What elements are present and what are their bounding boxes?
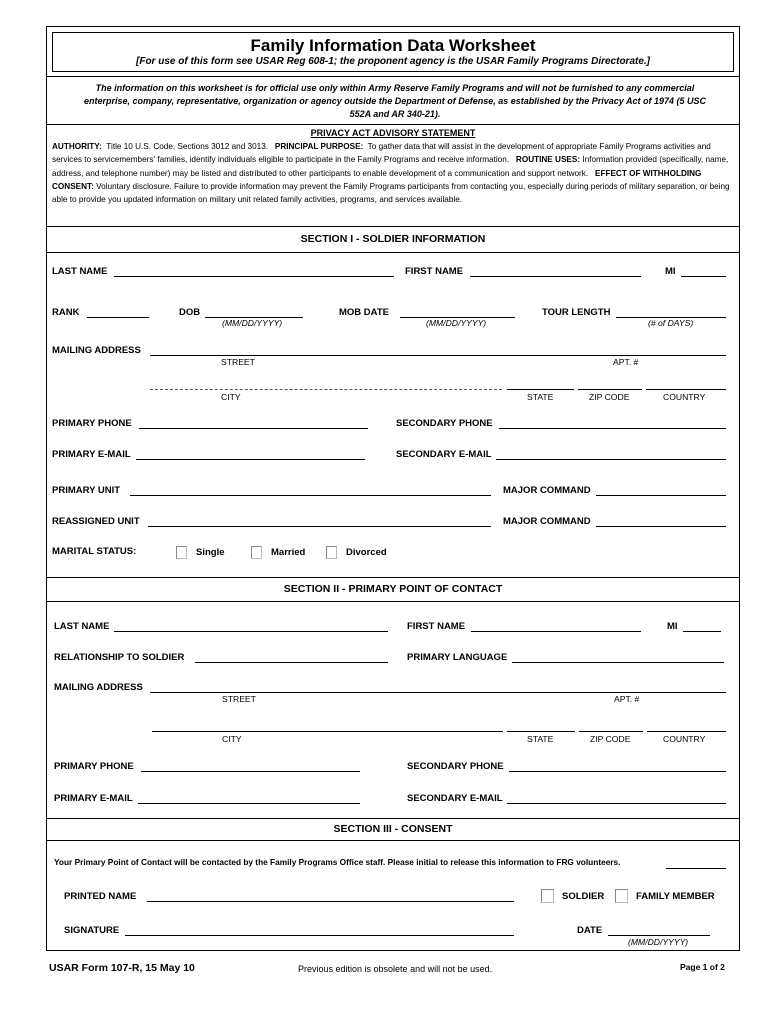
- s2-first-name-label: FIRST NAME: [407, 621, 466, 632]
- consent-initials-field[interactable]: [666, 868, 726, 869]
- purpose-text: To gather data that will assist in the development of appropriate Family Programs activities and services to servicemembers' families, identify individuals eligible to participate in the Family Programs and receive information.: [52, 142, 711, 165]
- s2-city-field[interactable]: [152, 731, 503, 732]
- divider: [46, 818, 740, 819]
- s1-primary-unit-field[interactable]: [130, 495, 491, 496]
- s1-marital-status-label: MARITAL STATUS:: [52, 546, 137, 557]
- s1-mi-field[interactable]: [681, 276, 726, 277]
- section-1-heading: SECTION I - SOLDIER INFORMATION: [300, 233, 486, 245]
- married-label: Married: [271, 547, 306, 558]
- s2-relationship-label: RELATIONSHIP TO SOLDIER: [54, 652, 185, 663]
- s1-secondary-email-label: SECONDARY E-MAIL: [396, 449, 492, 460]
- s1-secondary-email-field[interactable]: [496, 459, 726, 460]
- form-title: Family Information Data Worksheet: [250, 36, 536, 55]
- married-checkbox[interactable]: [251, 546, 262, 559]
- s1-tour-length-label: TOUR LENGTH: [542, 307, 611, 318]
- s1-primary-email-label: PRIMARY E-MAIL: [52, 449, 131, 460]
- s1-reassigned-unit-field[interactable]: [148, 526, 491, 527]
- s1-city-field[interactable]: [150, 389, 502, 390]
- divider: [46, 577, 740, 578]
- divider: [46, 840, 740, 841]
- s1-secondary-phone-field[interactable]: [499, 428, 726, 429]
- s1-country-field[interactable]: [646, 389, 726, 390]
- s1-zip-field[interactable]: [578, 389, 642, 390]
- s1-primary-phone-label: PRIMARY PHONE: [52, 418, 132, 429]
- s2-country-caption: COUNTRY: [663, 734, 706, 744]
- single-checkbox[interactable]: [176, 546, 187, 559]
- s2-mailing-address-label: MAILING ADDRESS: [54, 682, 143, 693]
- soldier-label: SOLDIER: [562, 891, 605, 902]
- uses-text: Information provided (specifically, name, address, and telephone number) may be listed and distributed to other participants to enable development of a communication and support network.: [52, 155, 729, 178]
- divider: [46, 124, 740, 125]
- s1-primary-email-field[interactable]: [136, 459, 365, 460]
- divider: [46, 601, 740, 602]
- s1-major-command-2-label: MAJOR COMMAND: [503, 516, 591, 527]
- s1-first-name-field[interactable]: [470, 276, 641, 277]
- divider: [46, 226, 740, 227]
- printed-name-label: PRINTED NAME: [64, 891, 137, 902]
- s1-street-caption: STREET: [221, 357, 255, 367]
- privacy-statement: [52, 140, 734, 206]
- s1-street-field[interactable]: [150, 355, 726, 356]
- s2-mi-field[interactable]: [683, 631, 721, 632]
- s1-zip-caption: ZIP CODE: [589, 392, 630, 402]
- s1-mailing-address-label: MAILING ADDRESS: [52, 345, 141, 356]
- s2-primary-email-label: PRIMARY E-MAIL: [54, 793, 133, 804]
- s2-state-caption: STATE: [527, 734, 554, 744]
- s2-secondary-email-field[interactable]: [507, 803, 726, 804]
- authority-label: AUTHORITY:: [52, 142, 102, 151]
- s2-zip-field[interactable]: [579, 731, 643, 732]
- s2-language-label: PRIMARY LANGUAGE: [407, 652, 508, 663]
- date-field[interactable]: [608, 935, 710, 936]
- privacy-heading: PRIVACY ACT ADVISORY STATEMENT: [310, 128, 476, 138]
- single-label: Single: [196, 547, 225, 558]
- date-label: DATE: [577, 925, 603, 936]
- s1-last-name-label: LAST NAME: [52, 266, 108, 277]
- edition-note: Previous edition is obsolete and will not be used.: [298, 964, 493, 974]
- s2-zip-caption: ZIP CODE: [590, 734, 631, 744]
- section-3-heading: SECTION III - CONSENT: [333, 823, 453, 835]
- s1-tour-hint: (# of DAYS): [648, 318, 694, 328]
- consent-text: Your Primary Point of Contact will be contacted by the Family Programs Office staff. Please initial to release this information to FRG volunteers.: [54, 857, 621, 867]
- s1-last-name-field[interactable]: [114, 276, 394, 277]
- s2-street-caption: STREET: [222, 694, 256, 704]
- divorced-checkbox[interactable]: [326, 546, 337, 559]
- s2-state-field[interactable]: [507, 731, 575, 732]
- s1-primary-unit-label: PRIMARY UNIT: [52, 485, 121, 496]
- s1-primary-phone-field[interactable]: [139, 428, 368, 429]
- section-2-heading: SECTION II - PRIMARY POINT OF CONTACT: [283, 583, 503, 595]
- s1-major-command-2-field[interactable]: [596, 526, 726, 527]
- s1-rank-field[interactable]: [87, 317, 149, 318]
- s2-country-field[interactable]: [647, 731, 726, 732]
- signature-label: SIGNATURE: [64, 925, 120, 936]
- signature-field[interactable]: [125, 935, 514, 936]
- s2-apt-caption: APT. #: [614, 694, 640, 704]
- soldier-checkbox[interactable]: [541, 889, 554, 903]
- s1-state-field[interactable]: [507, 389, 574, 390]
- s2-primary-phone-field[interactable]: [141, 771, 360, 772]
- s1-rank-label: RANK: [52, 307, 80, 318]
- s2-language-field[interactable]: [512, 662, 724, 663]
- s1-mob-date-label: MOB DATE: [339, 307, 389, 318]
- s2-secondary-phone-field[interactable]: [509, 771, 726, 772]
- family-member-label: FAMILY MEMBER: [636, 891, 715, 902]
- printed-name-field[interactable]: [147, 901, 514, 902]
- effect-text: Voluntary disclosure. Failure to provide information may prevent the Family Programs participants from contacting you, especially during periods of military separation, or being able to provide you updated information on military unit related family activities, programs, and services available.: [52, 181, 730, 205]
- s1-city-caption: CITY: [221, 392, 241, 402]
- s1-dob-hint: (MM/DD/YYYY): [222, 318, 283, 328]
- s2-primary-phone-label: PRIMARY PHONE: [54, 761, 134, 772]
- s2-last-name-field[interactable]: [114, 631, 388, 632]
- s2-street-field[interactable]: [150, 692, 726, 693]
- page-number: Page 1 of 2: [680, 962, 725, 972]
- s2-relationship-field[interactable]: [195, 662, 388, 663]
- uses-label: ROUTINE USES:: [515, 155, 581, 165]
- form-id: USAR Form 107-R, 15 May 10: [49, 962, 195, 974]
- authority-text: Title 10 U.S. Code, Sections 3012 and 3013.: [106, 142, 269, 151]
- divorced-label: Divorced: [346, 547, 387, 558]
- s1-state-caption: STATE: [527, 392, 554, 402]
- effect-label: EFFECT OF WITHHOLDING CONSENT:: [52, 168, 702, 191]
- date-hint: (MM/DD/YYYY): [628, 937, 689, 947]
- form-subtitle: [For use of this form see USAR Reg 608-1; the proponent agency is the USAR Family Programs Directorate.]: [136, 56, 650, 67]
- s2-secondary-phone-label: SECONDARY PHONE: [407, 761, 504, 772]
- purpose-label: PRINCIPAL PURPOSE:: [274, 142, 364, 151]
- s1-major-command-label: MAJOR COMMAND: [503, 485, 591, 496]
- divider: [46, 76, 740, 77]
- s2-mi-label: MI: [667, 621, 678, 632]
- s2-last-name-label: LAST NAME: [54, 621, 110, 632]
- s1-mi-label: MI: [665, 266, 676, 277]
- s1-dob-label: DOB: [179, 307, 201, 318]
- s2-city-caption: CITY: [222, 734, 242, 744]
- s1-first-name-label: FIRST NAME: [405, 266, 464, 277]
- s1-secondary-phone-label: SECONDARY PHONE: [396, 418, 493, 429]
- s1-apt-caption: APT. #: [613, 357, 639, 367]
- s1-reassigned-unit-label: REASSIGNED UNIT: [52, 516, 140, 527]
- s1-country-caption: COUNTRY: [663, 392, 706, 402]
- s2-primary-email-field[interactable]: [138, 803, 360, 804]
- s2-secondary-email-label: SECONDARY E-MAIL: [407, 793, 503, 804]
- s1-major-command-field[interactable]: [596, 495, 726, 496]
- family-member-checkbox[interactable]: [615, 889, 628, 903]
- s1-mob-hint: (MM/DD/YYYY): [426, 318, 487, 328]
- divider: [46, 252, 740, 253]
- s2-first-name-field[interactable]: [471, 631, 641, 632]
- official-use-notice: The information on this worksheet is for official use only within Army Reserve Family Programs and will not be furnished to any commercial enterprise, company, representative, organization or agency outside the Department of Defense, as established by the Privacy Act of 1974 (5 USC 552A and AR 340-21).: [83, 83, 707, 119]
